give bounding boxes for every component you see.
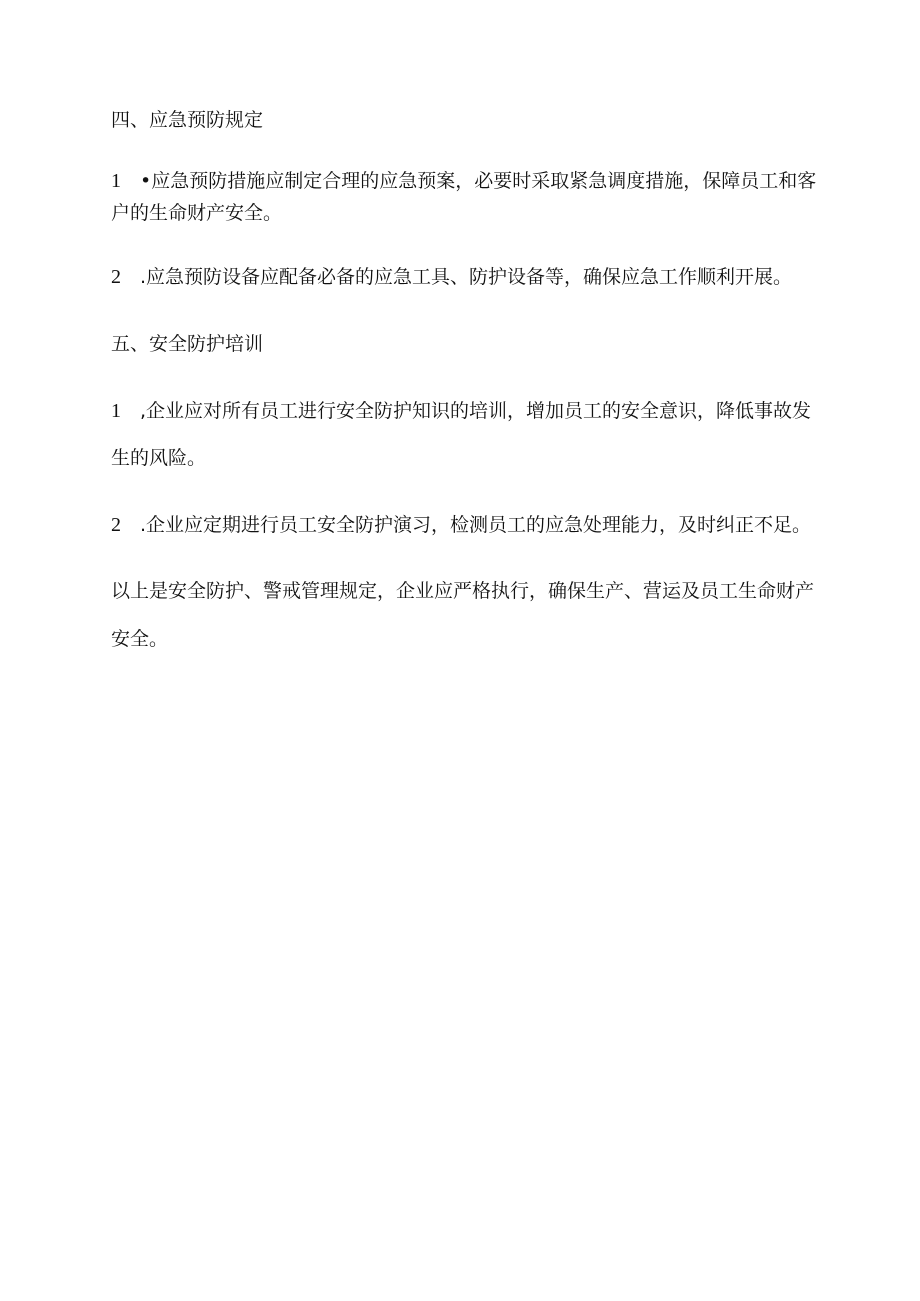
paragraph-text: ,企业应对所有员工进行安全防护知识的培训，增加员工的安全意识，降低事故发 — [140, 400, 812, 422]
section-5-item-2-line-1 — [111, 512, 811, 538]
section-4-item-2-line-1 — [111, 264, 792, 290]
item-number: 1 — [111, 400, 121, 422]
section-4-item-1-line-2 — [111, 200, 282, 226]
paragraph-text: •应急预防措施应制定合理的应急预案，必要时采取紧急调度措施，保障员工和客 — [140, 170, 817, 192]
section-5-item-1-line-1 — [111, 398, 811, 424]
paragraph-text: 安全。 — [111, 628, 169, 650]
conclusion-line-2 — [111, 626, 168, 652]
conclusion-line-1 — [111, 578, 814, 604]
section-4-item-1-line-1 — [111, 168, 816, 194]
section-4-heading — [111, 107, 263, 133]
paragraph-text: .企业应定期进行员工安全防护演习，检测员工的应急处理能力，及时纠正不足。 — [140, 514, 812, 536]
paragraph-text: 以上是安全防护、警戒管理规定，企业应严格执行，确保生产、营运及员工生命财产 — [111, 580, 815, 602]
paragraph-text: 户的生命财产安全。 — [111, 202, 283, 224]
item-number: 2 — [111, 514, 121, 536]
paragraph-text: 生的风险。 — [111, 447, 207, 469]
paragraph-text: .应急预防设备应配备必备的应急工具、防护设备等，确保应急工作顺利开展。 — [140, 266, 793, 288]
item-number: 2 — [111, 266, 121, 288]
section-5-item-1-line-2 — [111, 445, 206, 471]
section-5-heading — [111, 331, 263, 357]
heading-text: 四、应急预防规定 — [111, 109, 264, 131]
item-number: 1 — [111, 170, 121, 192]
heading-text: 五、安全防护培训 — [111, 333, 264, 355]
